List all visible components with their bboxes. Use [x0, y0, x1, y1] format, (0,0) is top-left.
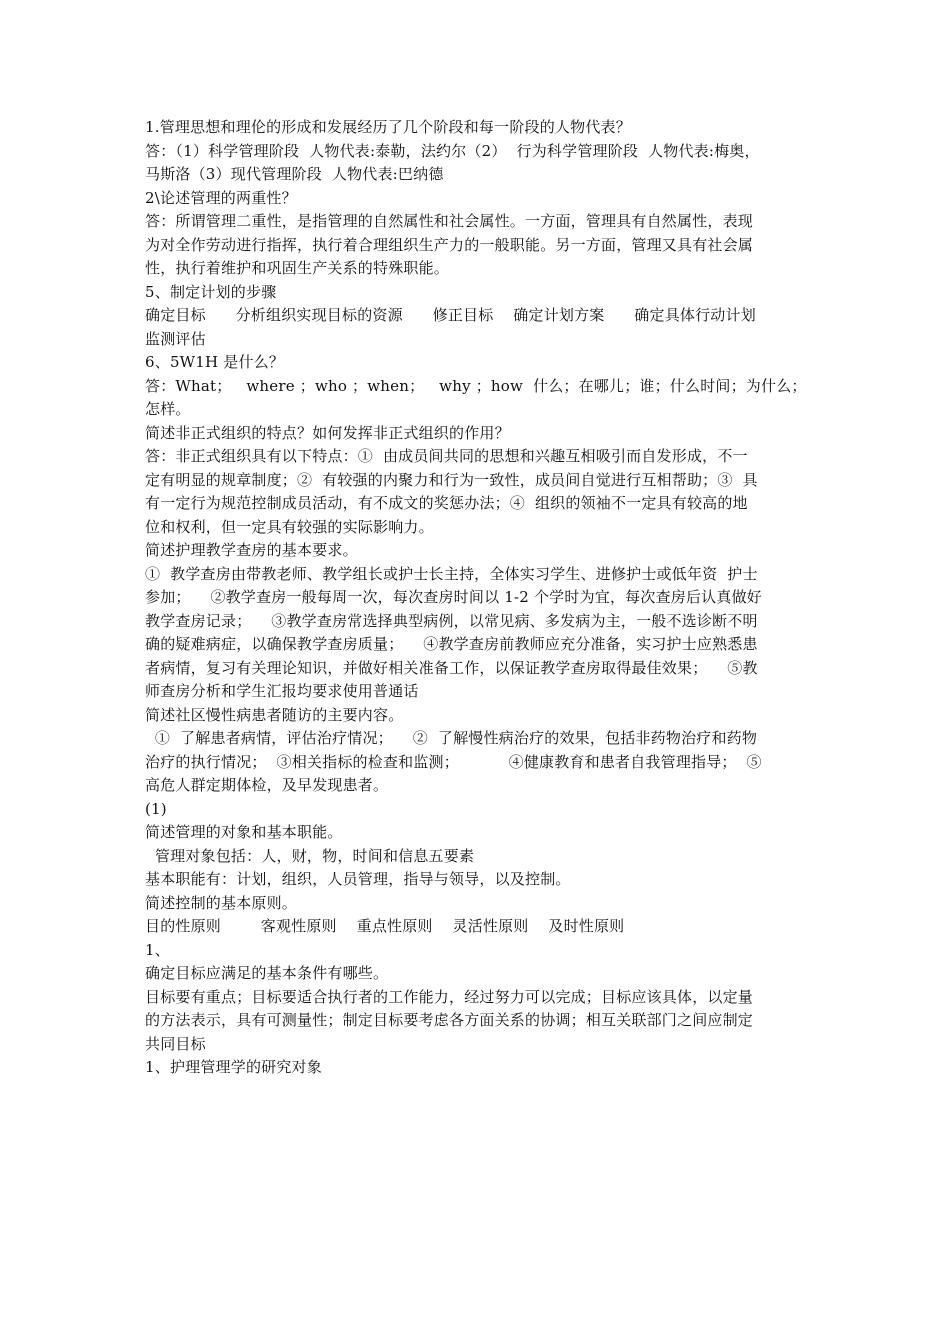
question-heading: 确定目标应满足的基本条件有哪些。 — [145, 964, 389, 982]
question-heading: 简述护理教学查房的基本要求。 — [145, 541, 358, 559]
answer-line: 位和权利，但一定具有较强的实际影响力。 — [145, 517, 434, 536]
answer-line: 怎样。 — [145, 400, 191, 418]
answer-line: 为对全作劳动进行指挥，执行着合理组织生产力的一般职能。另一方面，管理又具有社会属 — [145, 235, 754, 254]
document-body — [145, 116, 809, 1080]
answer-line: 确的疑难病症，以确保教学查房质量； ④教学查房前教师应充分准备，实习护士应熟悉患 — [145, 635, 758, 653]
answer-line: ① 教学查房由带教老师、教学组长或护士长主持，全体实习学生、进修护士或低年资 护士 — [145, 564, 758, 583]
section-marker: (1) — [145, 799, 167, 818]
answer-line: 教学查房记录； ③教学查房常选择典型病例，以常见病、多发病为主，一般不选诊断不明 — [145, 611, 758, 630]
answer-line: 基本职能有：计划，组织，人员管理，指导与领导，以及控制。 — [145, 870, 571, 888]
answer-line: 答：非正式组织具有以下特点：① 由成员间共同的思想和兴趣互相吸引而自发形成，不一 — [145, 447, 748, 465]
answer-line: 共同目标 — [145, 1034, 206, 1053]
question-heading: 2\论述管理的两重性？ — [145, 188, 297, 207]
question-heading: 1.管理思想和理伦的形成和发展经历了几个阶段和每一阶段的人物代表？ — [145, 118, 631, 136]
answer-line: 有一定行为规范控制成员活动，有不成文的奖惩办法；④ 组织的领袖不一定具有较高的地 — [145, 494, 748, 512]
answer-line: 马斯洛（3）现代管理阶段 人物代表:巴纳德 — [145, 165, 444, 183]
question-heading: 简述非正式组织的特点？如何发挥非正式组织的作用？ — [145, 423, 510, 442]
question-heading: 6、5W1H 是什么？ — [145, 353, 285, 371]
answer-line: 答：所谓管理二重性，是指管理的自然属性和社会属性。一方面，管理具有自然属性，表现 — [145, 212, 754, 230]
answer-line: 答：What； where ；who ；when； why ；how 什么；在哪儿；谁；什么时间；为什么； — [145, 376, 807, 395]
answer-line: 监测评估 — [145, 329, 206, 348]
answer-line: 参加； ②教学查房一般每周一次，每次查房时间以 1-2 个学时为宜，每次查房后认真做好 — [145, 588, 762, 606]
answer-line: 治疗的执行情况； ③相关指标的检查和监测； ④健康教育和患者自我管理指导； ⑤ — [145, 752, 762, 771]
answer-line: 高危人群定期体检，及早发现患者。 — [145, 776, 389, 794]
answer-line: 的方法表示，具有可测量性；制定目标要考虑各方面关系的协调；相互关联部门之间应制定 — [145, 1011, 754, 1029]
question-heading: 简述社区慢性病患者随访的主要内容。 — [145, 705, 404, 724]
question-heading: 简述管理的对象和基本职能。 — [145, 823, 343, 841]
section-marker: 1、 — [145, 940, 170, 959]
answer-line: 确定目标 分析组织实现目标的资源 修正目标 确定计划方案 确定具体行动计划 — [145, 306, 756, 324]
question-heading: 1、护理管理学的研究对象 — [145, 1058, 322, 1076]
answer-line: ① 了解患者病情，评估治疗情况； ② 了解慢性病治疗的效果，包括非药物治疗和药物 — [145, 729, 758, 747]
question-heading: 简述控制的基本原则。 — [145, 893, 298, 912]
answer-line: 定有明显的规章制度；② 有较强的内聚力和行为一致性，成员间自觉进行互相帮助；③ 具 — [145, 470, 758, 489]
answer-line: 目的性原则 客观性原则 重点性原则 灵活性原则 及时性原则 — [145, 917, 625, 935]
answer-line: 性，执行着维护和巩固生产关系的特殊职能。 — [145, 259, 450, 277]
answer-line: 目标要有重点；目标要适合执行者的工作能力，经过努力可以完成；目标应该具体，以定量 — [145, 987, 754, 1006]
answer-line: 师查房分析和学生汇报均要求使用普通话 — [145, 682, 419, 700]
question-heading: 5、制定计划的步骤 — [145, 282, 277, 301]
answer-line: 管理对象包括：人，财，物，时间和信息五要素 — [145, 846, 475, 865]
answer-line: 答：（1）科学管理阶段 人物代表:泰勒，法约尔（2） 行为科学管理阶段 人物代表:梅奥， — [145, 141, 760, 160]
answer-line: 者病情，复习有关理论知识，并做好相关准备工作，以保证教学查房取得最佳效果； ⑤教 — [145, 658, 758, 677]
